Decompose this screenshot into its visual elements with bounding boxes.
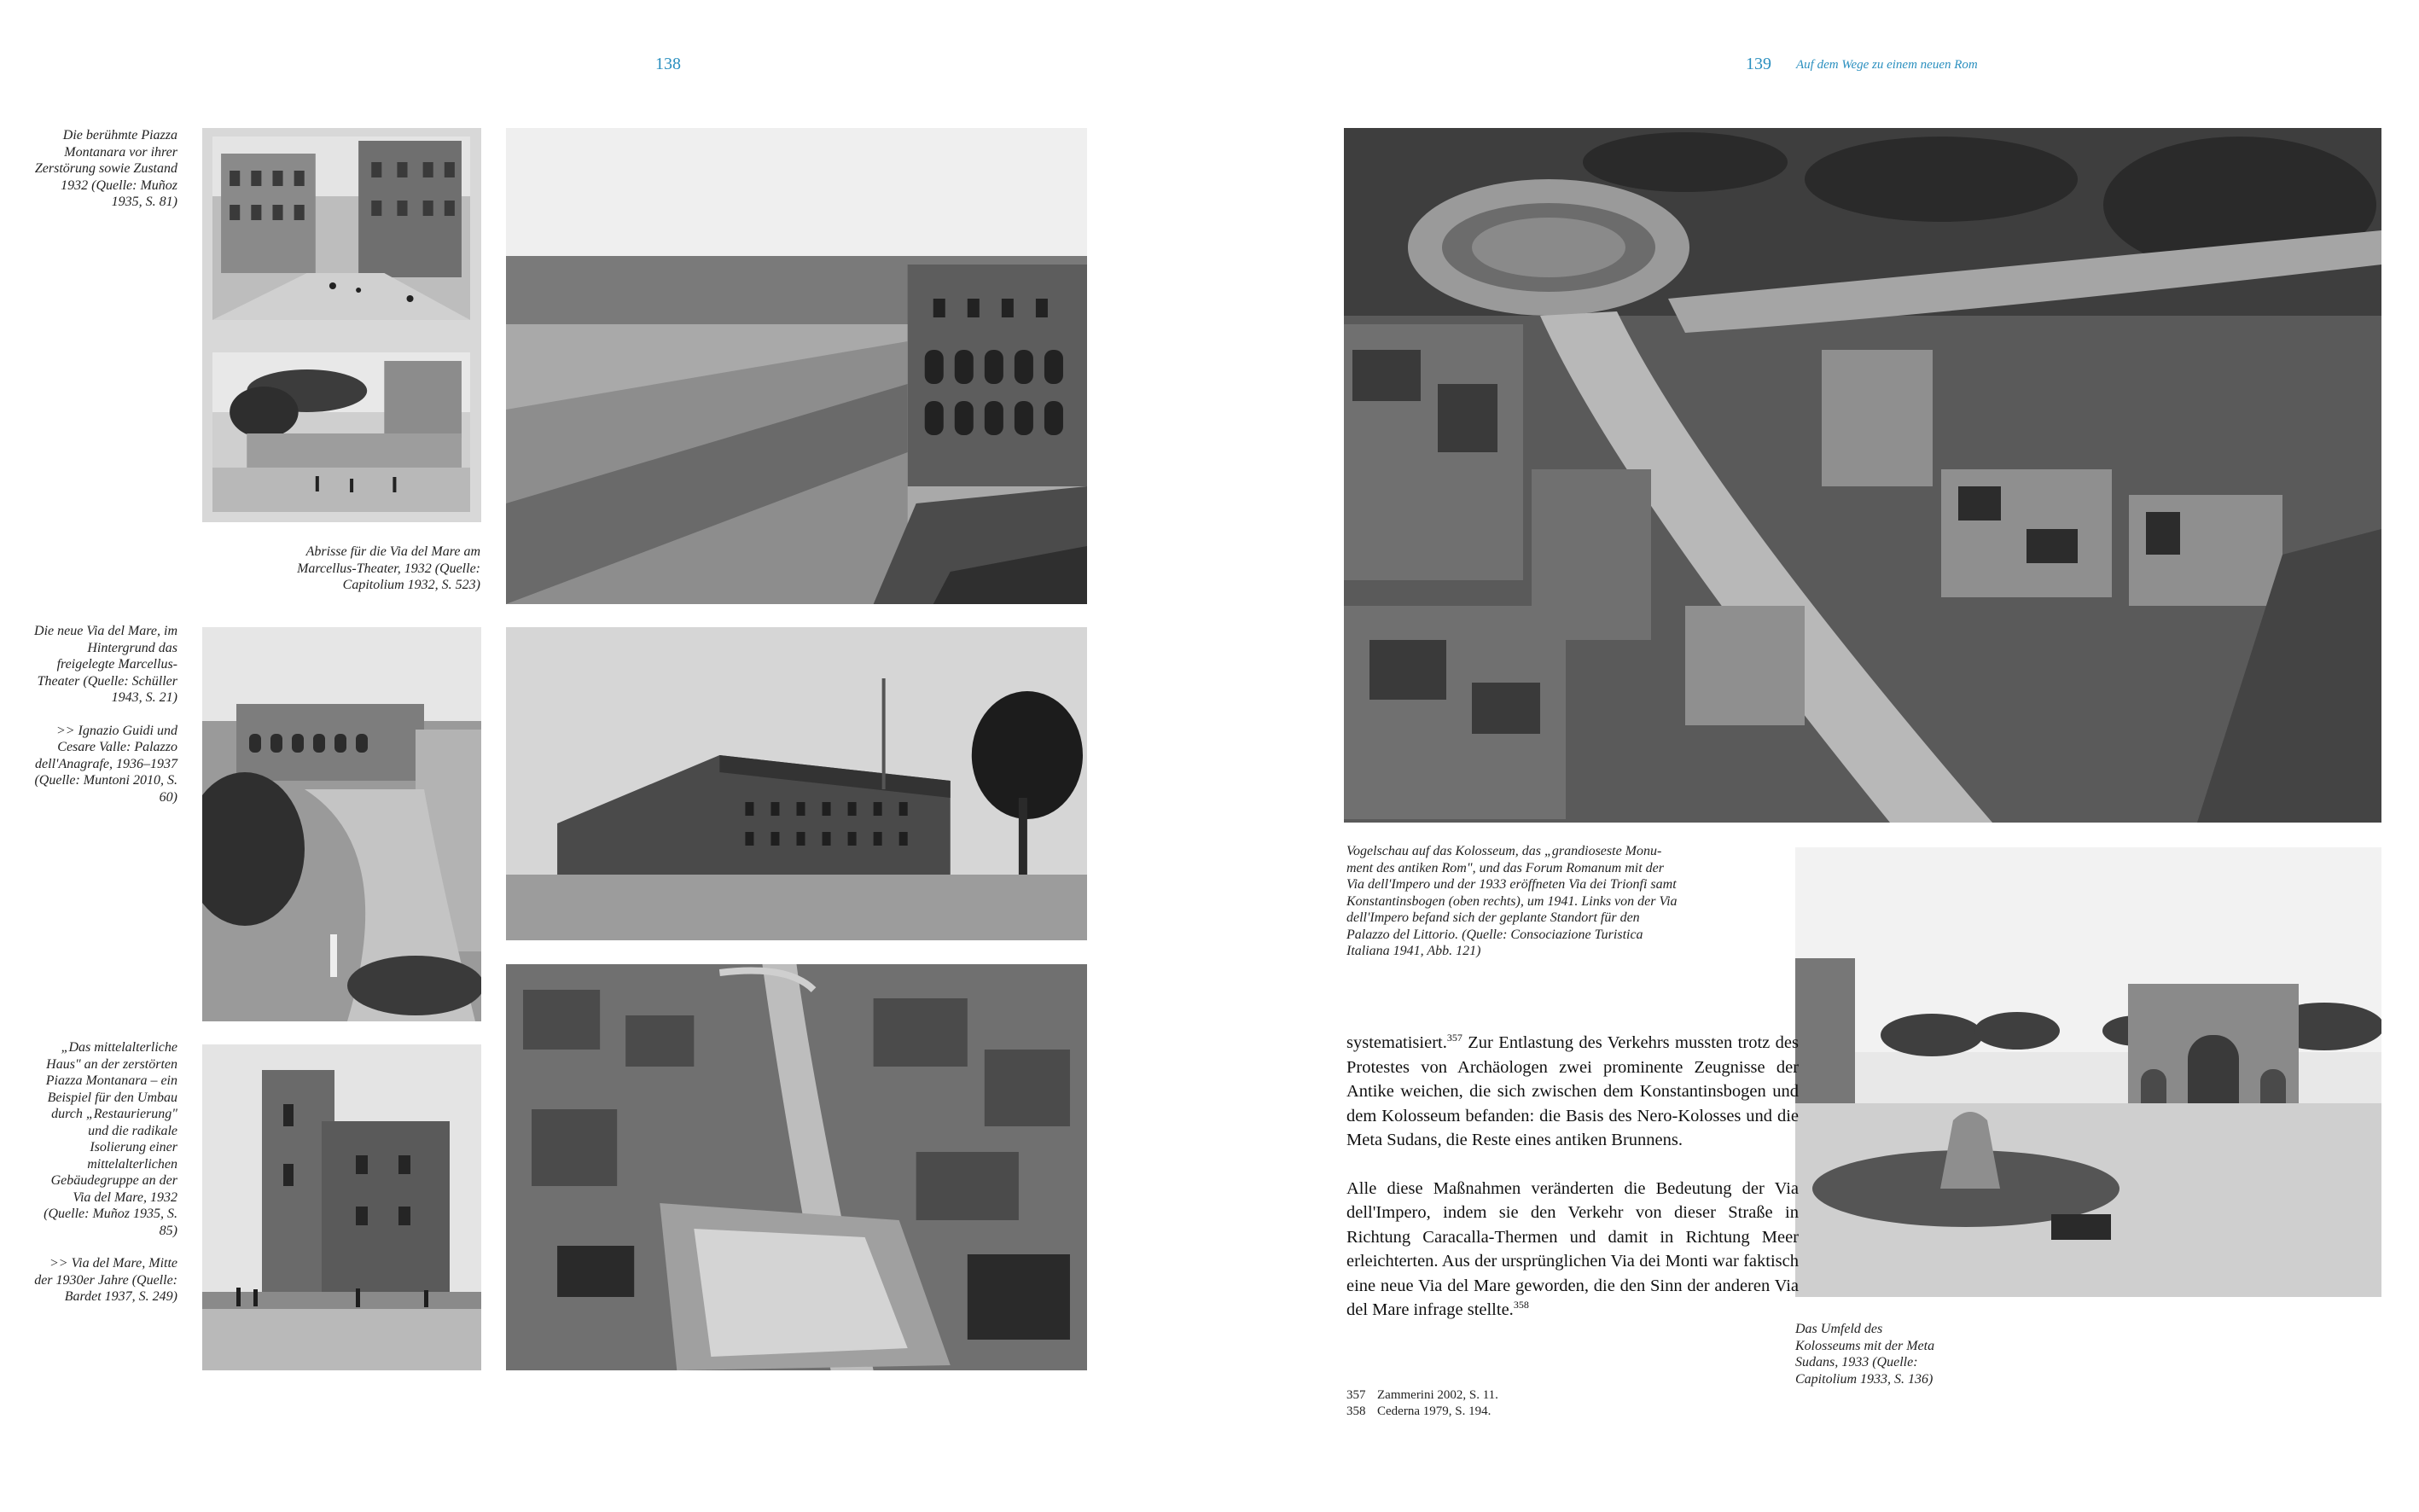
running-title: Auf dem Wege zu einem neuen Rom [1796, 58, 1978, 72]
photo-mittelalterliche-haus [202, 1044, 481, 1370]
body-text [1346, 1031, 1799, 1346]
footnote-text: Cederna 1979, S. 194. [1377, 1404, 1492, 1418]
footnote-ref-358[interactable]: 358 [1513, 1299, 1529, 1311]
caption-haus-text: „Das mittelalterliche Haus" an der zerstörten Piazza Montanara – ein Beispiel für den Umbau durch „Restaurierung" und die radikale Isolierung einer mittelalterlichen Gebäudegruppe an der Via del Mare, 1932 (Quelle: Muñoz 1935, S. 85) [44, 1040, 177, 1238]
caption-neue-via-text: Die neue Via del Mare, im Hintergrund das freigelegte Marcellus-Theater (Quelle: Schüller 1943, S. 21) [34, 624, 177, 705]
photo-neue-via-del-mare [202, 627, 481, 1021]
page-number-right: 139 [1746, 55, 1771, 73]
body-paragraph-1 [1346, 1031, 1799, 1153]
footnote-358 [1346, 1404, 1498, 1420]
photo-piazza-montanara-1932 [212, 352, 470, 512]
footnote-number: 357 [1346, 1388, 1366, 1402]
caption-umfeld: Das Umfeld des Kolosseums mit der Meta Sudans, 1933 (Quelle: Capitolium 1933, S. 136) [1795, 1322, 1935, 1387]
photo-vogelschau-kolosseum [1344, 128, 2381, 823]
body-paragraph-1-rest: Zur Entlastung des Verkehrs mussten trotz des Protestes von Archäologen zwei prominente Zeugnisse der Antike weichen, die sich zwischen dem Konstantinsbogen und dem Kolosseum befanden: die Basis des Nero-Kolosses und die Meta Sudans, die Reste eines antiken Brunnens. [1346, 1033, 1799, 1149]
footnote-text: Zammerini 2002, S. 11. [1377, 1388, 1498, 1402]
photo-palazzo-anagrafe [506, 627, 1087, 940]
caption-vogelschau: Vogelschau auf das Kolosseum, das „grandioseste Monument des antiken Rom", und das Forum Romanum mit der Via dell'Impero und der 1933 eröffneten Via dei Trionfi samt Konstantinsbogen (oben rechts), um 1941. Links von der Via dell'Impero befand sich der geplante Standort für den Palazzo del Littorio. (Quelle: Consociazione Turistica Italiana 1941, Abb. 121) [1346, 844, 1678, 958]
caption-neue-via [32, 623, 177, 822]
footnote-357 [1346, 1387, 1498, 1404]
caption-abrisse: Abrisse für die Via del Mare am Marcellus-Theater, 1932 (Quelle: Capitolium 1932, S. 523) [297, 544, 480, 592]
caption-montanara: Die berühmte Piazza Montanara vor ihrer Zerstörung sowie Zustand 1932 (Quelle: Muñoz 1935, S. 81) [34, 128, 177, 209]
body-paragraph-1-start: systematisiert. [1346, 1033, 1447, 1052]
caption-guidi-text: >> Ignazio Guidi und Cesare Valle: Palazzo dell'Anagrafe, 1936–1937 (Quelle: Muntoni 2010, S. 60) [34, 723, 177, 805]
photo-piazza-montanara-before [212, 137, 470, 320]
body-paragraph-2-text: Alle diese Maßnahmen veränderten die Bedeutung der Via dell'Impero, indem sie den Verkehr von dieser Straße in Richtung Caracalla-Thermen und damit in Richtung Meer erleichterten. Aus der ursprünglichen Via dei Monti war faktisch eine neue Via del Mare geworden, die den Sinn der anderen Via del Mare infrage stellte. [1346, 1178, 1799, 1319]
photo-via-del-mare-aerial [506, 964, 1087, 1370]
footnote-ref-357[interactable]: 357 [1446, 1032, 1462, 1044]
footnote-number: 358 [1346, 1404, 1366, 1418]
photo-abrisse-marcellus [506, 128, 1087, 604]
caption-via-mare-mitte-text: >> Via del Mare, Mitte der 1930er Jahre (Quelle: Bardet 1937, S. 249) [34, 1256, 177, 1304]
body-paragraph-2 [1346, 1177, 1799, 1323]
page-number-left: 138 [655, 55, 681, 73]
footnotes [1346, 1387, 1498, 1420]
photo-umfeld-kolosseum [1795, 847, 2381, 1297]
caption-haus [32, 1039, 177, 1322]
